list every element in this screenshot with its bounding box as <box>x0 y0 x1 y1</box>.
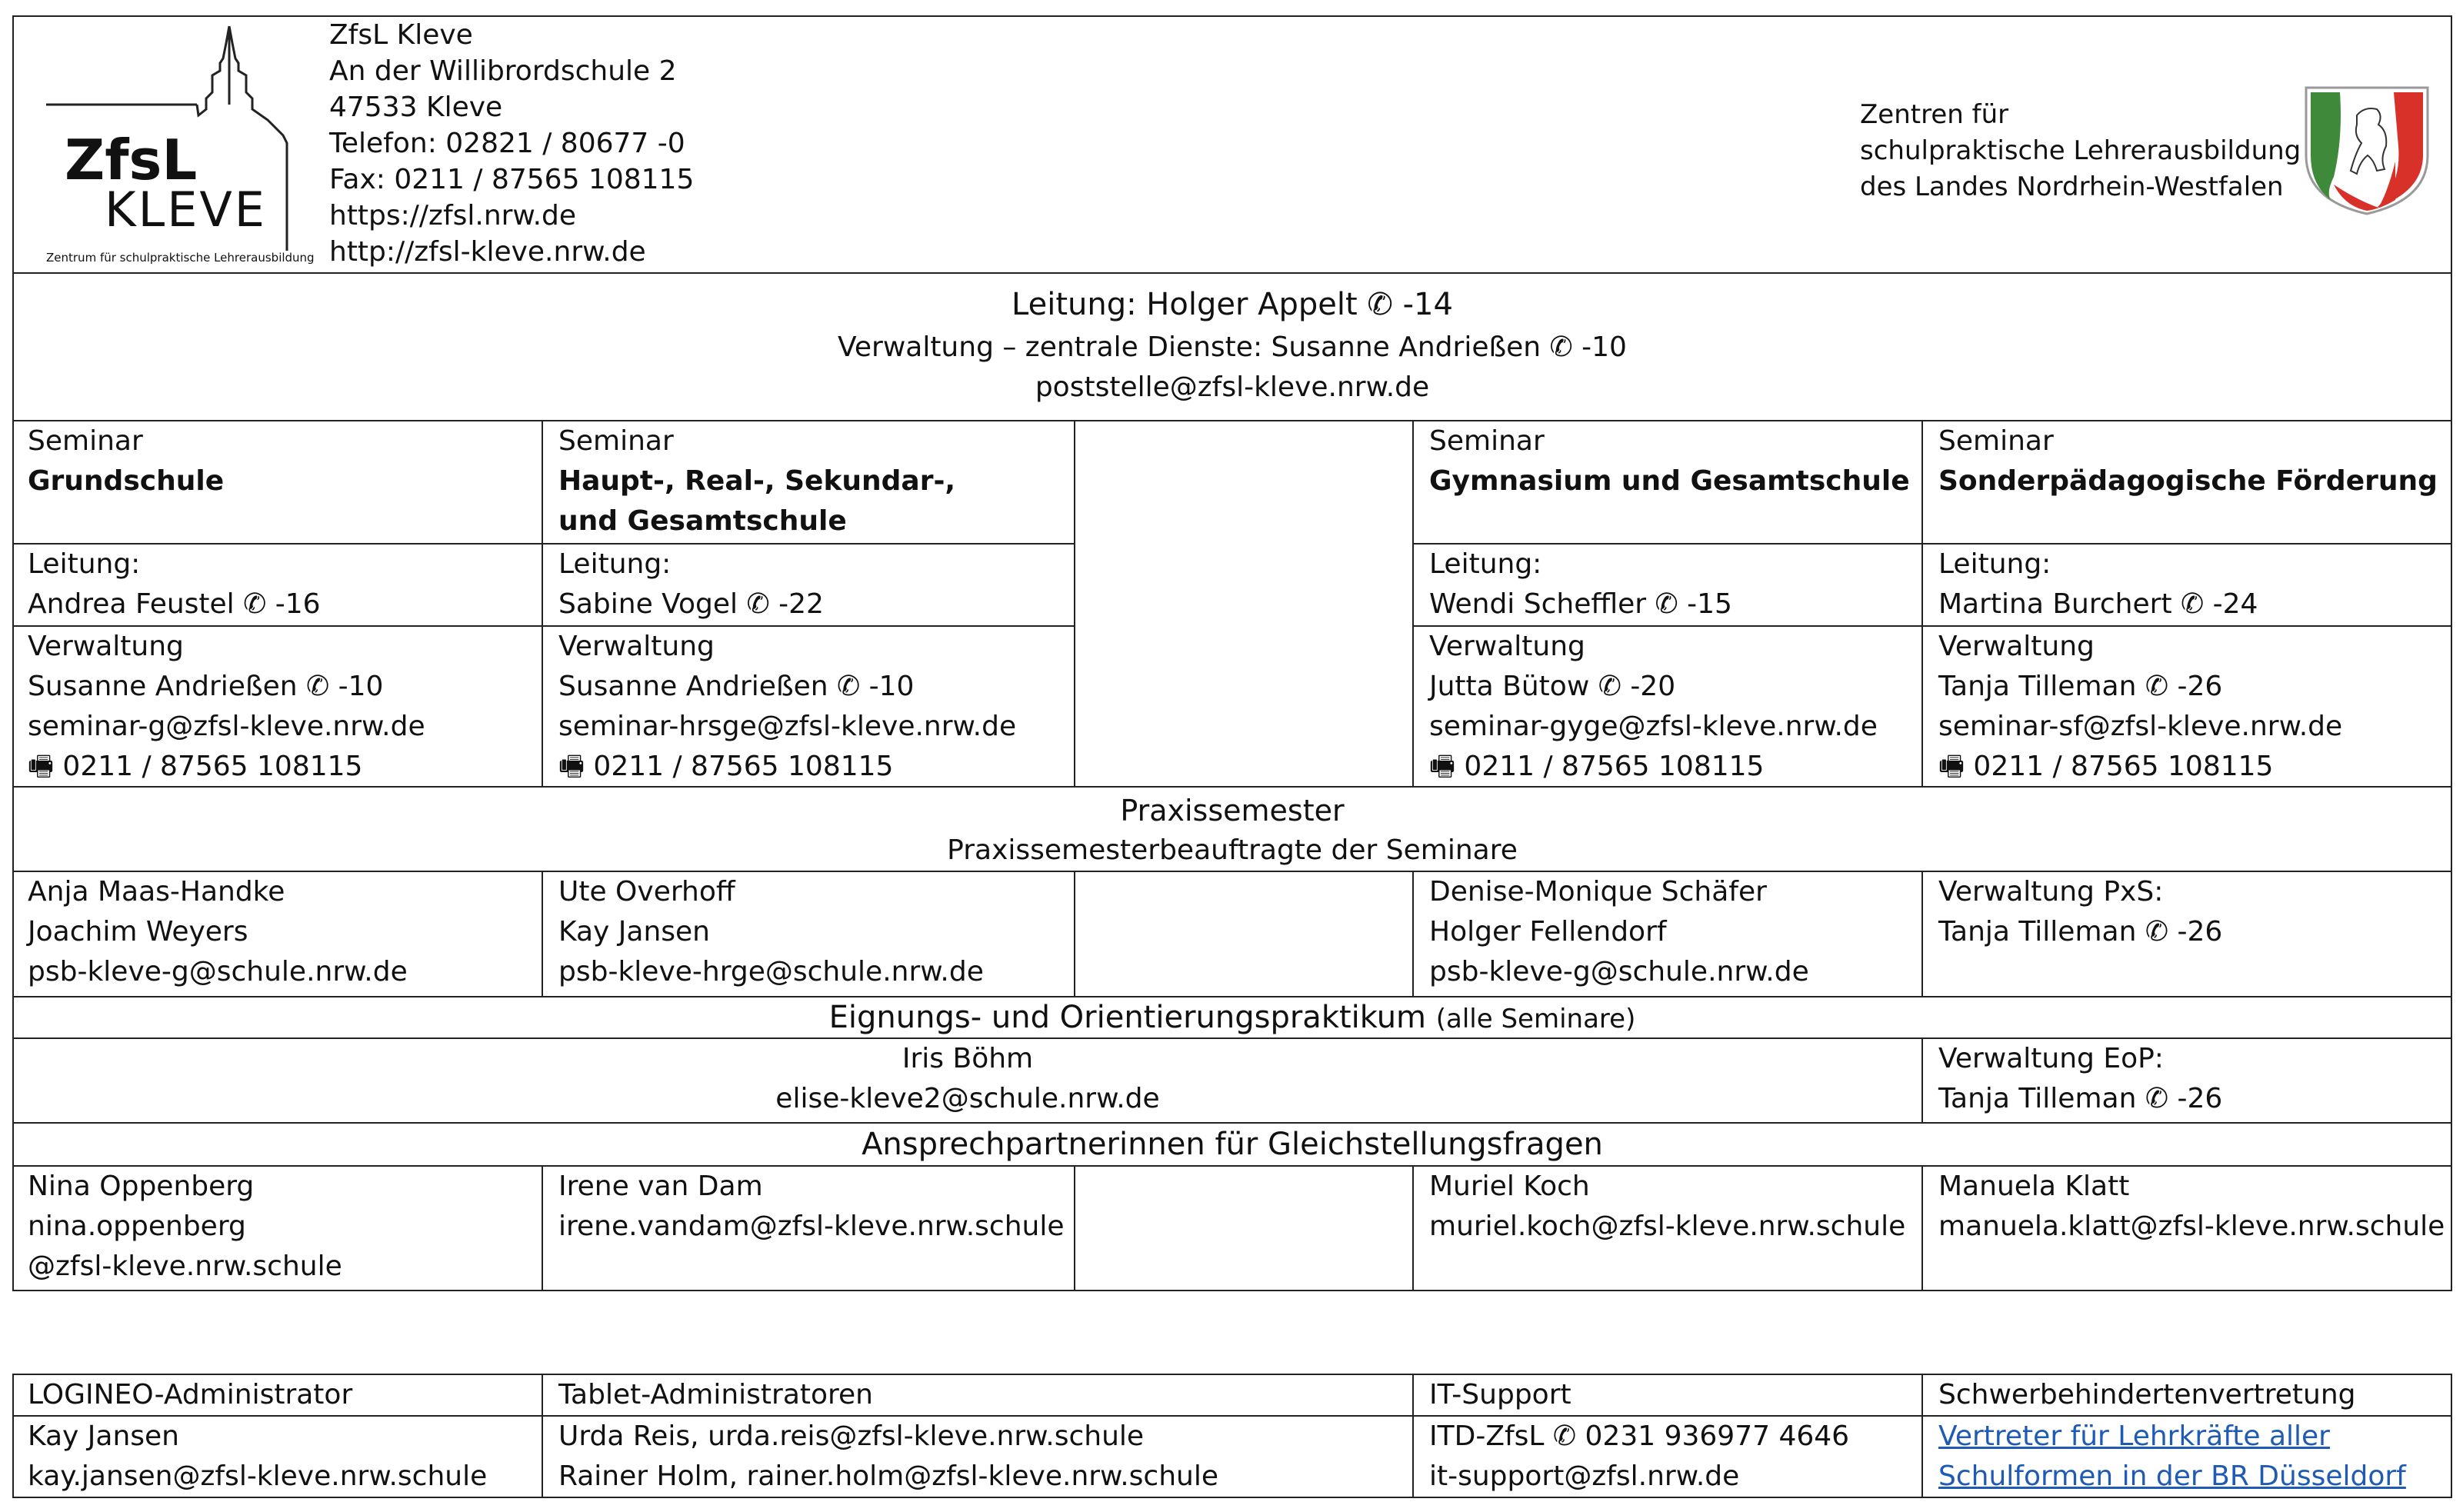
address-line: Telefon: 02821 / 80677 -0 <box>329 128 685 159</box>
eop-person: Iris Böhm <box>902 1043 1034 1074</box>
seminar-fax: 🖷 0211 / 87565 108115 <box>1938 751 2274 782</box>
sbv-link[interactable]: Vertreter für Lehrkräfte aller <box>1938 1420 2330 1452</box>
gleich-person: Manuela Klatt <box>1938 1171 2130 1202</box>
praxis-email[interactable]: psb-kleve-hrge@schule.nrw.de <box>558 956 984 987</box>
seminar-lead: Wendi Scheffler ✆ -15 <box>1429 588 1732 620</box>
table-divider <box>1921 1165 1923 1290</box>
table-divider <box>1412 1165 1414 1290</box>
footer-head-logineo: LOGINEO-Administrator <box>28 1379 353 1410</box>
table-divider <box>1412 1374 1414 1498</box>
eop-title-note: (alle Seminare) <box>1435 1004 1636 1034</box>
praxis-person: Ute Overhoff <box>558 876 735 908</box>
footer-line: Rainer Holm, rainer.holm@zfsl-kleve.nrw.schule <box>558 1460 1218 1492</box>
seminar-label: Seminar <box>1429 425 1545 457</box>
address-line: Fax: 0211 / 87565 108115 <box>329 164 695 195</box>
nrw-line: Zentren für <box>1860 99 2009 130</box>
table-divider <box>12 420 2452 421</box>
nrw-crest-icon <box>2303 85 2431 217</box>
sbv-link[interactable]: Schulformen in der BR Düsseldorf <box>1938 1460 2406 1492</box>
nrw-line: schulpraktische Lehrerausbildung <box>1860 135 2301 166</box>
table-divider <box>12 272 2452 274</box>
table-divider <box>12 543 1075 545</box>
website-link[interactable]: http://zfsl-kleve.nrw.de <box>329 236 646 268</box>
praxis-admin-label: Verwaltung PxS: <box>1938 876 2164 908</box>
seminar-lead: Martina Burchert ✆ -24 <box>1938 588 2258 620</box>
seminar-email[interactable]: seminar-sf@zfsl-kleve.nrw.de <box>1938 711 2343 742</box>
seminar-lead-label: Leitung: <box>1429 548 1542 580</box>
table-divider <box>542 420 543 786</box>
table-divider <box>542 1374 543 1498</box>
gleich-email[interactable]: @zfsl-kleve.nrw.schule <box>28 1251 342 1282</box>
seminar-admin: Tanja Tilleman ✆ -26 <box>1938 671 2223 702</box>
gleich-title: Ansprechpartnerinnen für Gleichstellungsfragen <box>862 1127 1603 1162</box>
footer-head-sbv: Schwerbehindertenvertretung <box>1938 1379 2356 1410</box>
seminar-label: Seminar <box>28 425 143 457</box>
website-link[interactable]: https://zfsl.nrw.de <box>329 200 577 231</box>
seminar-name: Gymnasium und Gesamtschule <box>1429 465 1910 497</box>
table-border <box>12 1497 2452 1498</box>
gleich-email[interactable]: irene.vandam@zfsl-kleve.nrw.schule <box>558 1211 1065 1242</box>
eop-email[interactable]: elise-kleve2@schule.nrw.de <box>775 1083 1160 1114</box>
address-line: An der Willibrordschule 2 <box>329 55 677 87</box>
seminar-fax: 🖷 0211 / 87565 108115 <box>1429 751 1765 782</box>
footer-email[interactable]: kay.jansen@zfsl-kleve.nrw.schule <box>28 1460 488 1492</box>
leitung-head: Leitung: Holger Appelt ✆ -14 <box>1012 287 1453 322</box>
praxis-person: Joachim Weyers <box>28 916 248 947</box>
seminar-admin-label: Verwaltung <box>1938 631 2095 662</box>
table-divider <box>1921 1037 1923 1122</box>
table-border <box>12 1374 14 1498</box>
gleich-email[interactable]: nina.oppenberg <box>28 1211 246 1242</box>
table-border <box>12 1290 2452 1291</box>
praxis-email[interactable]: psb-kleve-g@schule.nrw.de <box>28 956 408 987</box>
eop-admin: Tanja Tilleman ✆ -26 <box>1938 1083 2223 1114</box>
table-divider <box>542 1165 543 1290</box>
seminar-admin: Susanne Andrießen ✆ -10 <box>558 671 915 702</box>
seminar-name: und Gesamtschule <box>558 505 847 537</box>
table-border <box>2451 15 2452 1291</box>
seminar-admin: Jutta Bütow ✆ -20 <box>1429 671 1676 702</box>
seminar-name: Haupt-, Real-, Sekundar-, <box>558 465 956 497</box>
seminar-admin-label: Verwaltung <box>558 631 715 662</box>
seminar-name: Grundschule <box>28 465 225 497</box>
praxis-person: Holger Fellendorf <box>1429 916 1667 947</box>
footer-head-it-support: IT-Support <box>1429 1379 1571 1410</box>
footer-email[interactable]: it-support@zfsl.nrw.de <box>1429 1460 1740 1492</box>
seminar-admin-label: Verwaltung <box>28 631 184 662</box>
eop-title-text: Eignungs- und Orientierungspraktikum <box>828 1000 1427 1035</box>
seminar-admin-label: Verwaltung <box>1429 631 1585 662</box>
seminar-lead-label: Leitung: <box>28 548 141 580</box>
footer-line: Kay Jansen <box>28 1420 179 1452</box>
leitung-email[interactable]: poststelle@zfsl-kleve.nrw.de <box>1035 371 1430 403</box>
praxis-email[interactable]: psb-kleve-g@schule.nrw.de <box>1429 956 1809 987</box>
table-border <box>2451 1374 2452 1498</box>
gleich-email[interactable]: muriel.koch@zfsl-kleve.nrw.schule <box>1429 1211 1906 1242</box>
gleich-person: Irene van Dam <box>558 1171 763 1202</box>
logo-word-kleve: KLEVE <box>105 182 267 238</box>
table-divider <box>1414 543 2452 545</box>
gleich-person: Nina Oppenberg <box>28 1171 255 1202</box>
footer-line: ITD-ZfsL ✆ 0231 936977 4646 <box>1429 1420 1850 1452</box>
seminar-lead-label: Leitung: <box>558 548 672 580</box>
seminar-fax: 🖷 0211 / 87565 108115 <box>558 751 894 782</box>
table-divider <box>1074 1165 1075 1290</box>
seminar-label: Seminar <box>1938 425 2054 457</box>
footer-head-tablet: Tablet-Administratoren <box>558 1379 873 1410</box>
nrw-line: des Landes Nordrhein-Westfalen <box>1860 172 2284 202</box>
leitung-admin: Verwaltung – zentrale Dienste: Susanne Andrießen ✆ -10 <box>838 331 1627 363</box>
gleich-person: Muriel Koch <box>1429 1171 1590 1202</box>
address-line: 47533 Kleve <box>329 92 503 123</box>
seminar-email[interactable]: seminar-hrsge@zfsl-kleve.nrw.de <box>558 711 1017 742</box>
seminar-lead-label: Leitung: <box>1938 548 2051 580</box>
table-divider <box>1921 871 1923 996</box>
footer-line: Urda Reis, urda.reis@zfsl-kleve.nrw.schule <box>558 1420 1145 1452</box>
seminar-fax: 🖷 0211 / 87565 108115 <box>28 751 363 782</box>
seminar-email[interactable]: seminar-gyge@zfsl-kleve.nrw.de <box>1429 711 1878 742</box>
praxis-person: Anja Maas-Handke <box>28 876 285 908</box>
logo-word-zfsl: ZfsL <box>65 128 198 192</box>
table-divider <box>12 1122 2452 1124</box>
table-divider <box>1074 420 1075 786</box>
praxis-title: Praxissemester <box>1120 794 1345 828</box>
seminar-lead: Sabine Vogel ✆ -22 <box>558 588 824 620</box>
table-divider <box>1921 1374 1923 1498</box>
eop-admin-label: Verwaltung EoP: <box>1938 1043 2164 1074</box>
seminar-lead: Andrea Feustel ✆ -16 <box>28 588 321 620</box>
eop-title <box>14 997 2451 1039</box>
table-divider <box>542 871 543 996</box>
seminar-label: Seminar <box>558 425 674 457</box>
gleich-email[interactable]: manuela.klatt@zfsl-kleve.nrw.schule <box>1938 1211 2445 1242</box>
praxis-person: Denise-Monique Schäfer <box>1429 876 1767 908</box>
table-divider <box>1921 420 1923 786</box>
logo-tagline: Zentrum für schulpraktische Lehrerausbildung <box>46 251 315 265</box>
table-divider <box>1074 871 1075 996</box>
seminar-name: Sonderpädagogische Förderung <box>1938 465 2438 497</box>
praxis-admin: Tanja Tilleman ✆ -26 <box>1938 916 2223 947</box>
table-divider <box>1412 871 1414 996</box>
praxis-person: Kay Jansen <box>558 916 710 947</box>
seminar-admin: Susanne Andrießen ✆ -10 <box>28 671 384 702</box>
table-divider <box>1412 420 1414 786</box>
address-line: ZfsL Kleve <box>329 19 473 51</box>
praxis-subtitle: Praxissemesterbeauftragte der Seminare <box>947 834 1518 866</box>
seminar-email[interactable]: seminar-g@zfsl-kleve.nrw.de <box>28 711 425 742</box>
